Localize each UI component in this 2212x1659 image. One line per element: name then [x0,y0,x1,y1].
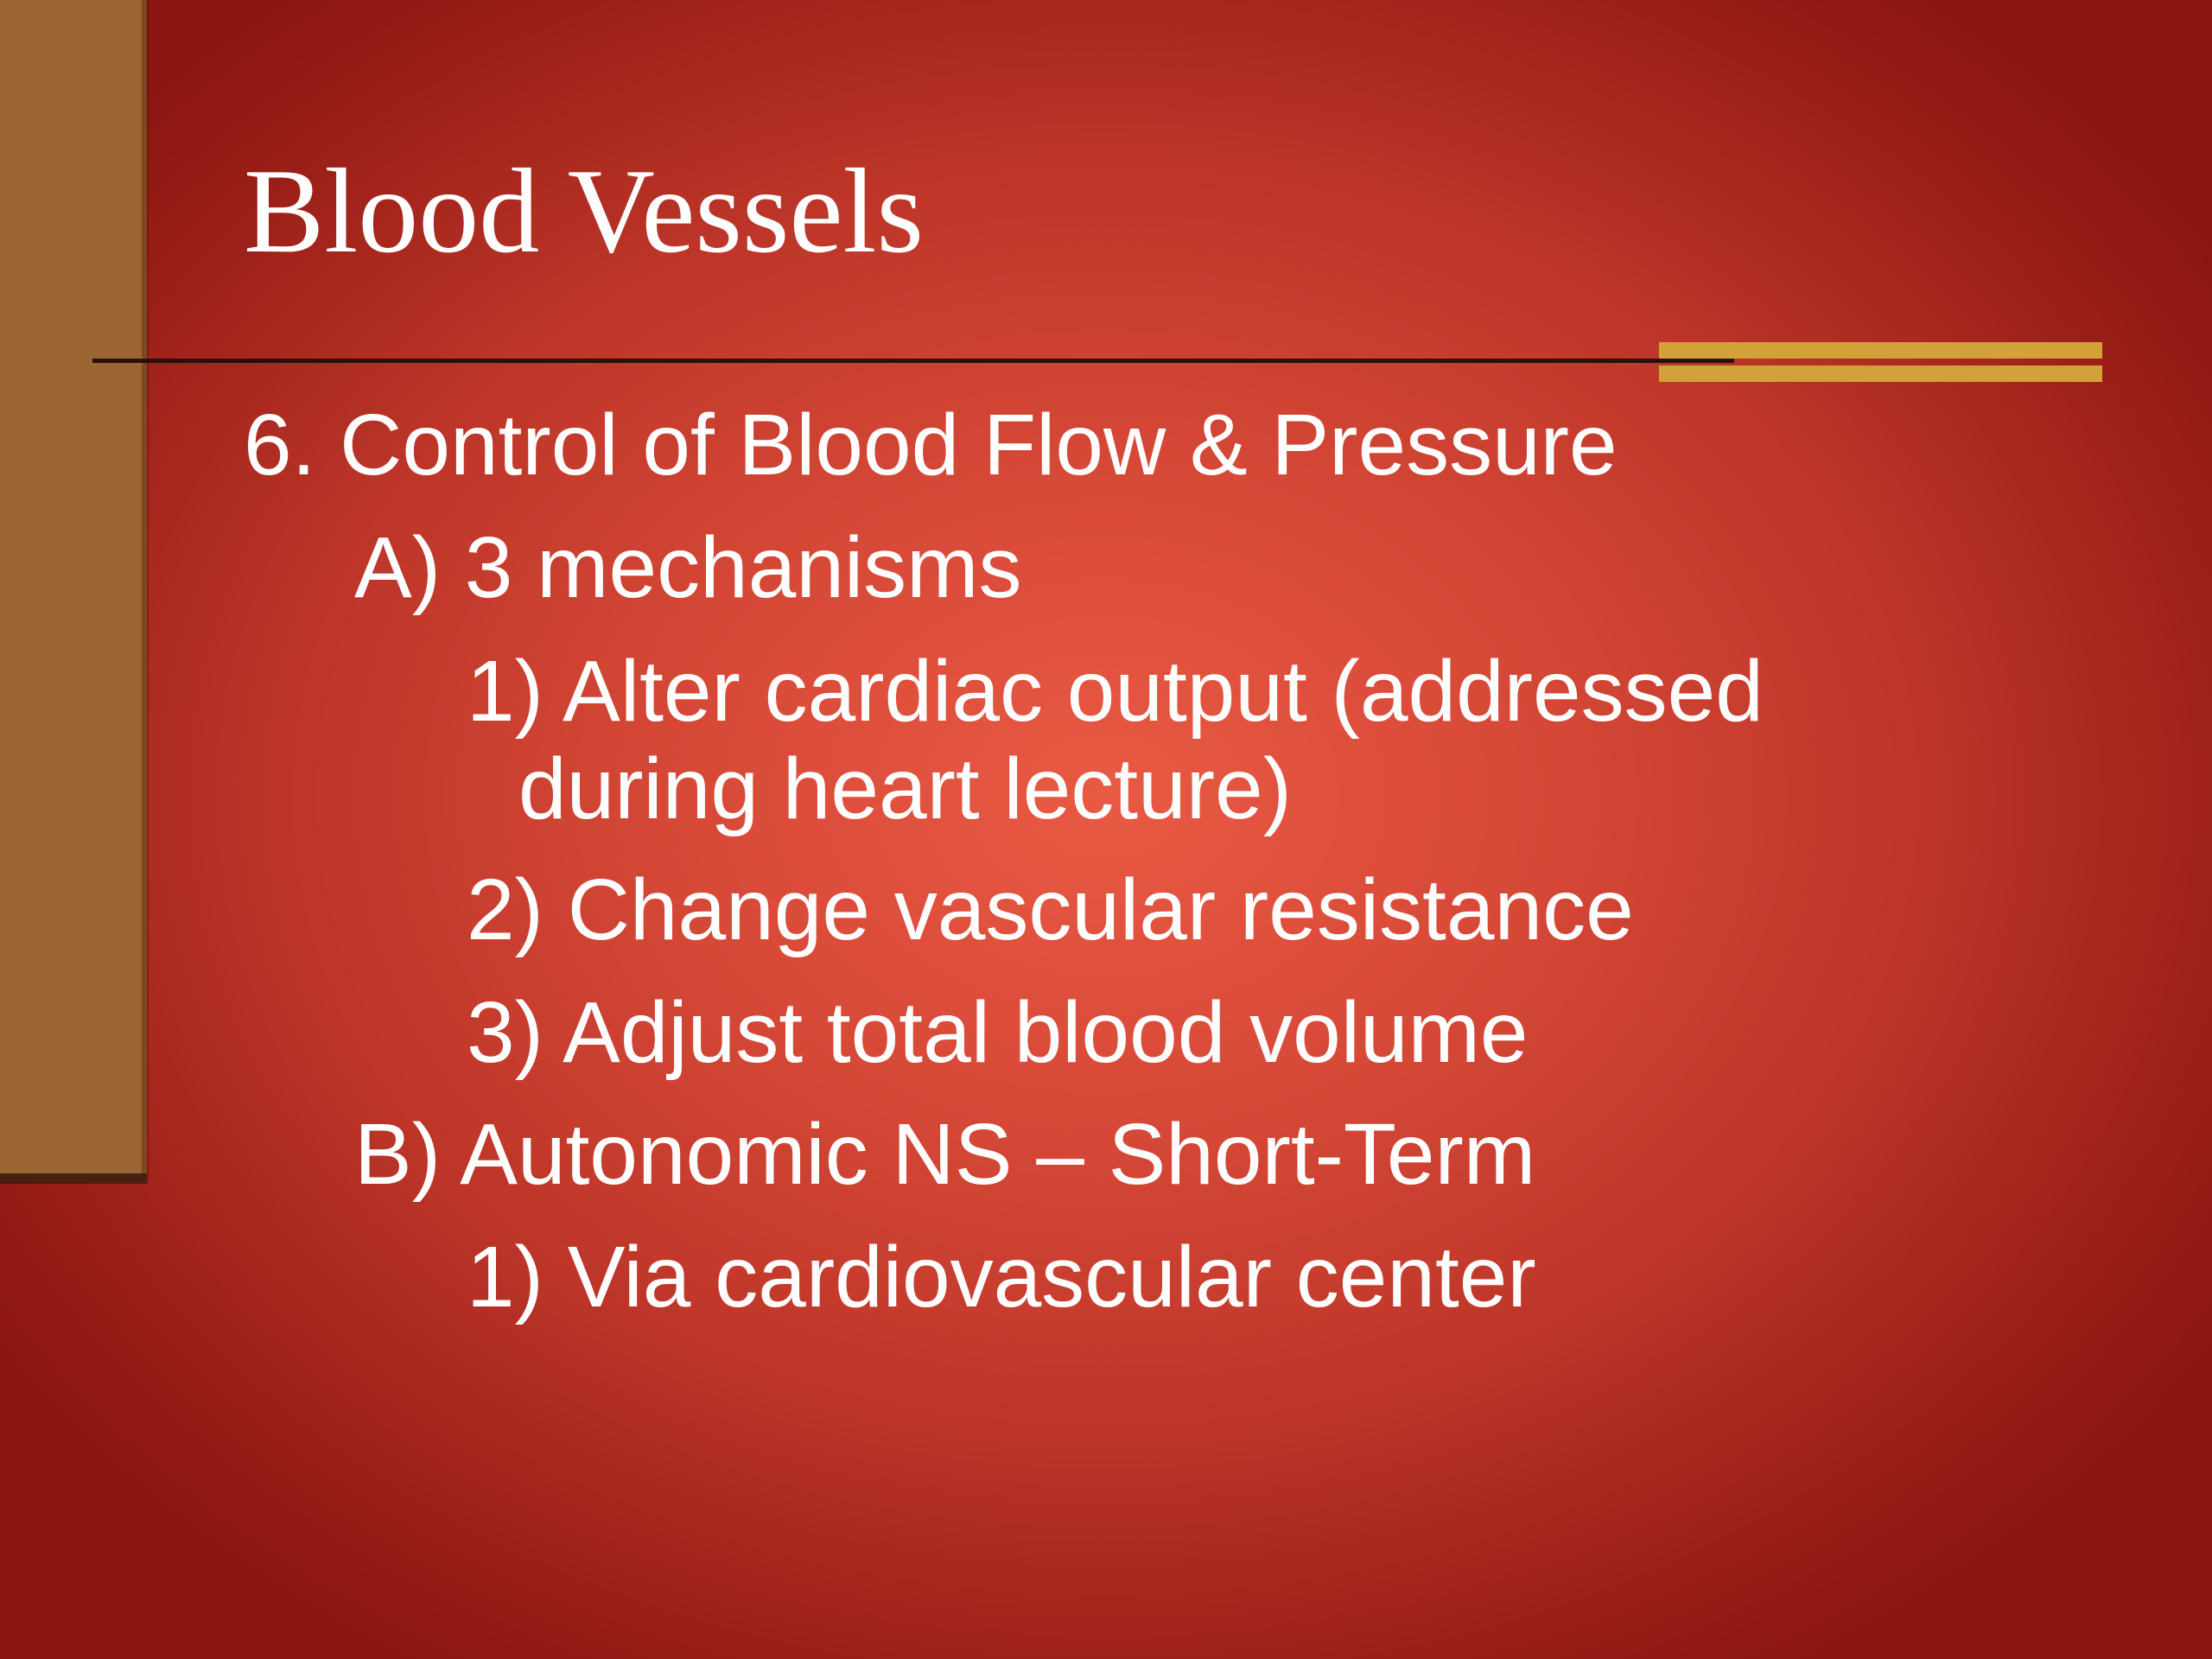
slide-title: Blood Vessels [244,144,924,278]
mechanism-item-1: 1) Alter cardiac output (addressed [467,643,1764,740]
mechanism-item-1-continued: during heart lecture) [518,741,1292,837]
mechanism-item-3: 3) Adjust total blood volume [467,984,1529,1081]
autonomic-item-1: 1) Via cardiovascular center [467,1229,1536,1325]
outline-heading: 6. Control of Blood Flow & Pressure [244,397,1618,493]
section-a-label: A) 3 mechanisms [354,519,1022,616]
mechanism-item-2: 2) Change vascular resistance [467,861,1634,958]
section-b-label: B) Autonomic NS – Short-Term [354,1106,1536,1203]
